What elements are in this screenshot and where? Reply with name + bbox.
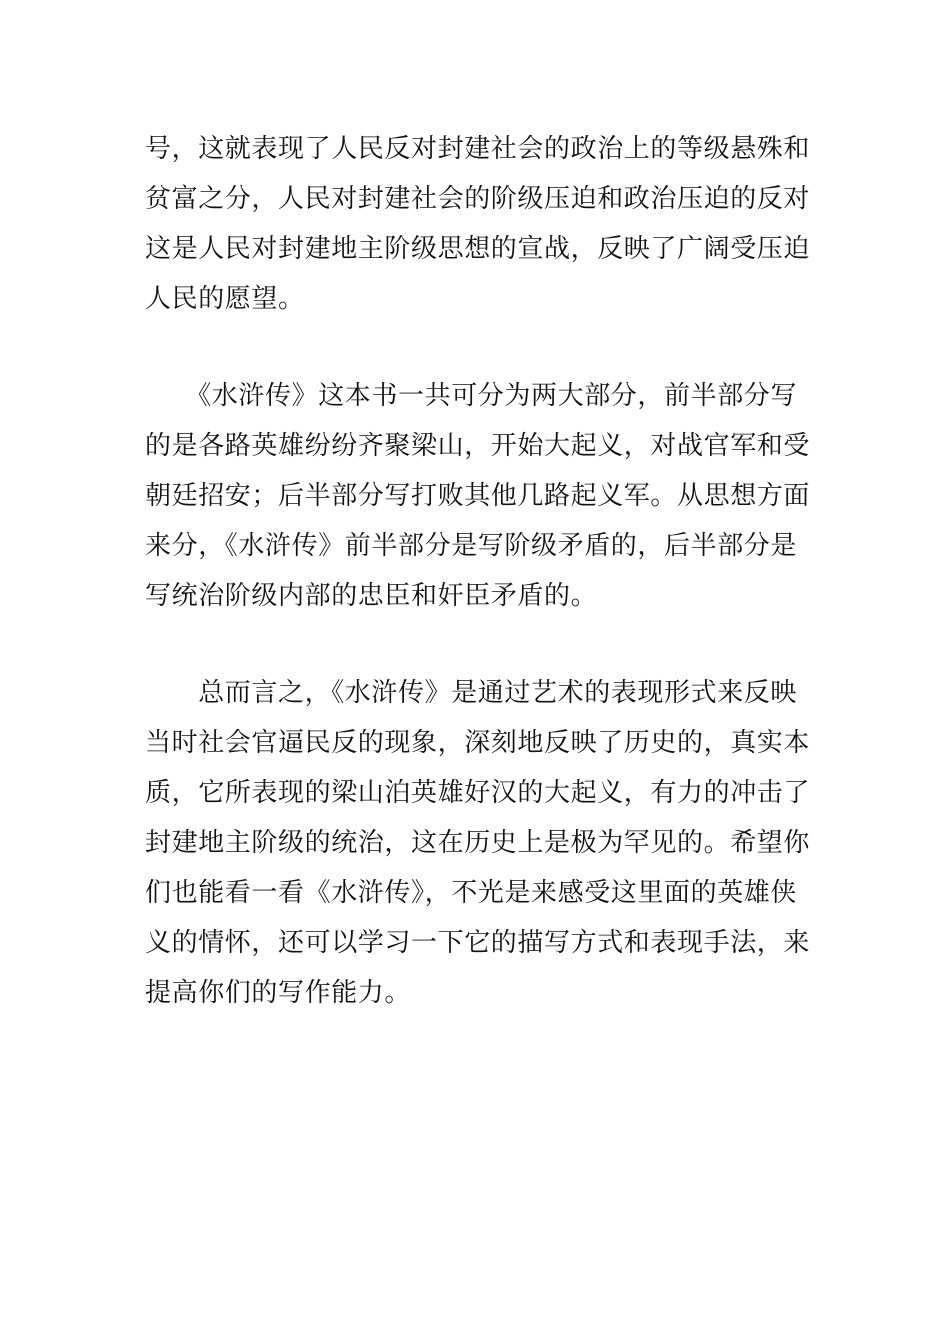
text-line: 这是人民对封建地主阶级思想的宣战，反映了广阔受压迫: [145, 234, 811, 264]
text-line: 人民的愿望。: [145, 284, 305, 314]
text-line: 提高你们的写作能力。: [145, 978, 412, 1008]
text-line: 号，这就表现了人民反对封建社会的政治上的等级悬殊和: [145, 134, 811, 164]
text-line: 质，它所表现的梁山泊英雄好汉的大起义，有力的冲击了: [145, 778, 811, 808]
text-line: 来分，《水浒传》前半部分是写阶级矛盾的，后半部分是: [145, 531, 798, 561]
text-line: 朝廷招安；后半部分写打败其他几路起义军。从思想方面: [145, 481, 811, 511]
text-line: 封建地主阶级的统治，这在历史上是极为罕见的。希望你: [145, 828, 811, 858]
text-line: 们也能看一看《水浒传》，不光是来感受这里面的英雄侠: [145, 878, 798, 908]
paragraph-3: [145, 668, 810, 1018]
text-line: 总而言之，《水浒传》是通过艺术的表现形式来反映: [145, 678, 798, 708]
text-line: 义的情怀，还可以学习一下它的描写方式和表现手法，来: [145, 928, 811, 958]
text-line: 贫富之分，人民对封建社会的阶级压迫和政治压迫的反对: [145, 184, 811, 214]
paragraph-1: [145, 124, 810, 324]
text-line: 的是各路英雄纷纷齐聚梁山，开始大起义，对战官军和受: [145, 431, 811, 461]
text-line: 《水浒传》这本书一共可分为两大部分，前半部分写: [145, 381, 798, 411]
text-line: 当时社会官逼民反的现象，深刻地反映了历史的，真实本: [145, 728, 811, 758]
paragraph-2: [145, 371, 810, 621]
text-line: 写统治阶级内部的忠臣和奸臣矛盾的。: [145, 581, 598, 611]
body-text: [145, 124, 810, 1018]
paragraph-spacer: [145, 621, 810, 668]
paragraph-spacer: [145, 324, 810, 371]
